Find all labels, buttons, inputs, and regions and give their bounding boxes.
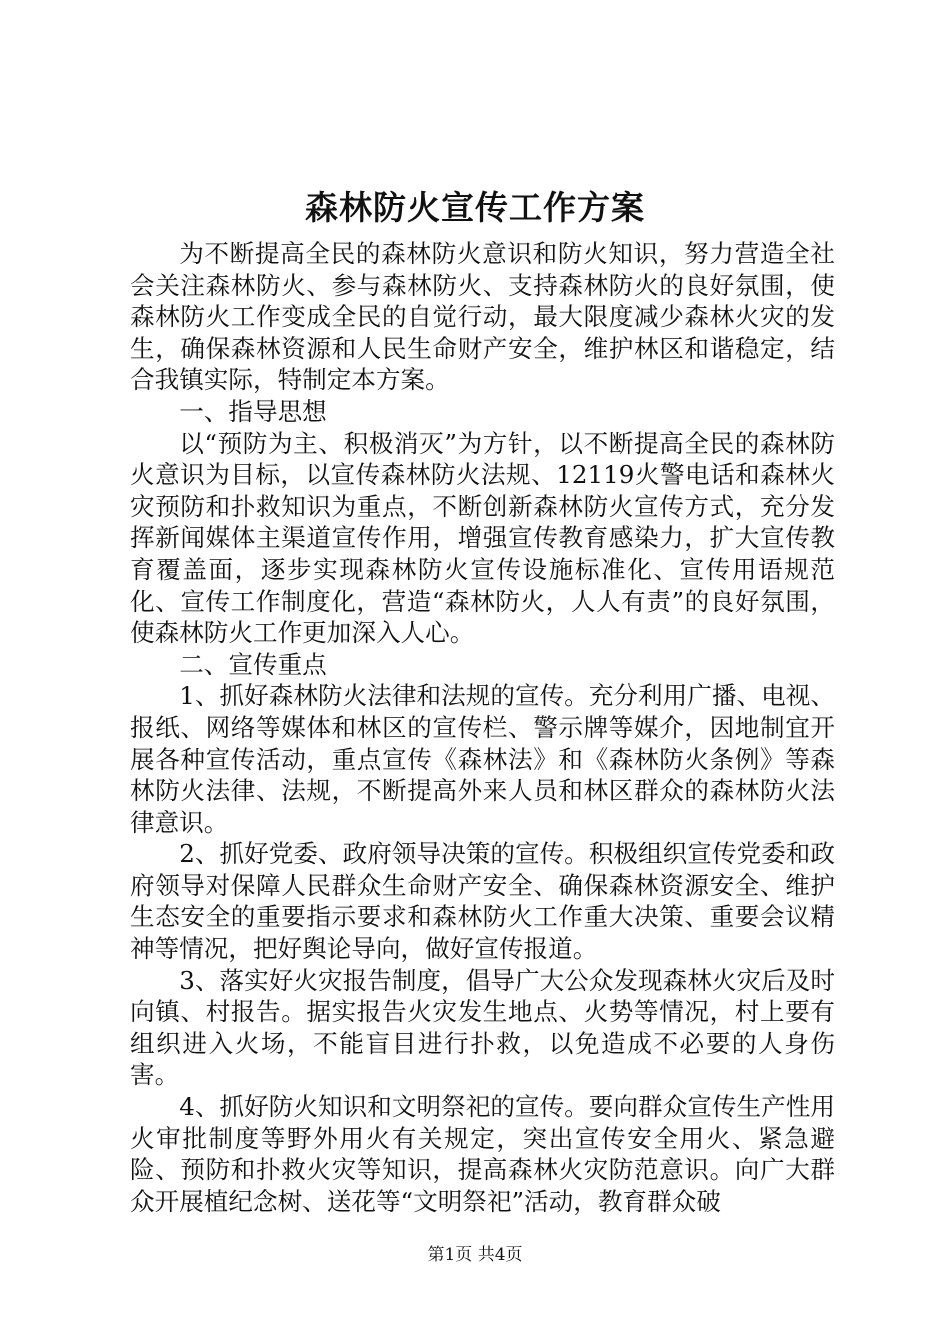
- page-number-footer: 第1页 共4页: [427, 1245, 523, 1265]
- paragraph-intro: 为不断提高全民的森林防火意识和防火知识，努力营造全社会关注森林防火、参与森林防火、支持森林防火的良好氛围，使森林防火工作变成全民的自觉行动，最大限度减少森林火灾的发生，确保森林资源和人民生命财产安全，维护林区和谐稳定，结合我镇实际，特制定本方案。: [130, 239, 835, 395]
- document-title: 森林防火宣传工作方案: [305, 188, 645, 227]
- paragraph-item-4: 4、抓好防火知识和文明祭祀的宣传。要向群众宣传生产性用火审批制度等野外用火有关规定，突出宣传安全用火、紧急避险、预防和扑救火灾等知识，提高森林火灾防范意识。向广大群众开展植纪念树、送花等“文明祭祀”活动，教育群众破: [130, 1092, 835, 1216]
- paragraph-item-3: 3、落实好火灾报告制度，倡导广大公众发现森林火灾后及时向镇、村报告。据实报告火灾发生地点、火势等情况，村上要有组织进入火场，不能盲目进行扑救，以免造成不必要的人身伤害。: [130, 965, 835, 1090]
- paragraph-item-2: 2、抓好党委、政府领导决策的宣传。积极组织宣传党委和政府领导对保障人民群众生命财产安全、确保森林资源安全、维护生态安全的重要指示要求和森林防火工作重大决策、重要会议精神等情况，把好舆论导向，做好宣传报道。: [130, 839, 835, 964]
- paragraph-item-1: 1、抓好森林防火法律和法规的宣传。充分利用广播、电视、报纸、网络等媒体和林区的宣传栏、警示牌等媒介，因地制宜开展各种宣传活动，重点宣传《森林法》和《森林防火条例》等森林防火法律、法规，不断提高外来人员和林区群众的森林防火法律意识。: [130, 681, 835, 837]
- document-body: [130, 238, 835, 1217]
- heading-guiding-thought: 一、指导思想: [179, 396, 327, 426]
- heading-publicity-focus: 二、宣传重点: [179, 649, 327, 679]
- paragraph-guiding-thought: 以“预防为主、积极消灭”为方针，以不断提高全民的森林防火意识为目标，以宣传森林防火法规、12119火警电话和森林火灾预防和扑救知识为重点，不断创新森林防火宣传方式，充分发挥新闻媒体主渠道宣传作用，增强宣传教育感染力，扩大宣传教育覆盖面，逐步实现森林防火宣传设施标准化、宣传用语规范化、宣传工作制度化，营造“森林防火，人人有责”的良好氛围，使森林防火工作更加深入人心。: [130, 428, 835, 648]
